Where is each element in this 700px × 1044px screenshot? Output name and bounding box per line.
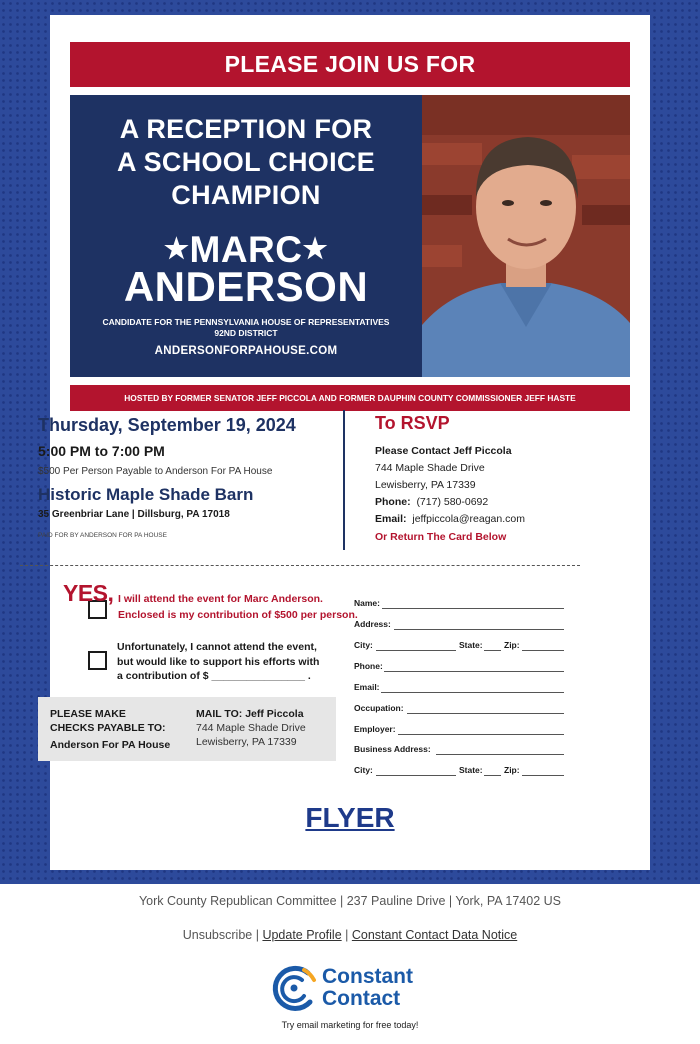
unsubscribe-link[interactable]: Unsubscribe (182, 928, 253, 942)
no-checkbox (88, 651, 107, 670)
event-venue: Historic Maple Shade Barn (38, 485, 254, 504)
rsvp-contact: Please Contact Jeff Piccola (375, 445, 512, 457)
vertical-divider (343, 410, 345, 550)
constant-contact-wordmark: Constant Contact (322, 965, 413, 1010)
event-price: $500 Per Person Payable to Anderson For PA House (38, 466, 273, 477)
event-address: 35 Greenbriar Lane | Dillsburg, PA 17018 (38, 509, 230, 520)
footer-address: York County Republican Committee | 237 Pauline Drive | York, PA 17402 US (138, 894, 561, 908)
star-icon: ★ (163, 233, 190, 264)
headline: A RECEPTION FOR A SCHOOL CHOICE CHAMPION (116, 114, 376, 210)
rsvp-info (375, 413, 575, 543)
footer-links: Unsubscribe | Update Profile | Constant Contact Data Notice (182, 928, 518, 942)
cut-line (20, 565, 580, 566)
update-profile-link[interactable]: Update Profile (262, 928, 342, 942)
form-business-address-row: Business Address: (354, 744, 564, 756)
form-city-row: City: State: Zip: (354, 640, 564, 652)
hosted-by-bar: HOSTED BY FORMER SENATOR JEFF PICCOLA AND FORMER DAUPHIN COUNTY COMMISSIONER JEFF HASTE (70, 385, 630, 411)
hero-text-panel (70, 95, 422, 377)
rsvp-phone: Phone: (717) 580-0692 (375, 496, 489, 508)
constant-contact-logo[interactable] (270, 964, 435, 1014)
constant-contact-logo-icon (270, 964, 318, 1012)
hero-section (70, 95, 630, 377)
yes-attend-text: I will attend the event for Marc Anderson. (118, 593, 323, 605)
form-address-row: Address: (354, 619, 564, 631)
join-us-banner: PLEASE JOIN US FOR (70, 42, 630, 87)
payee-name: Anderson For PA House (50, 739, 171, 751)
form-email-row: Email: (354, 682, 564, 694)
star-icon: ★ (302, 233, 329, 264)
cannot-attend-text: Unfortunately, I cannot attend the event, but would like to support his efforts with a contribution of $ ________________ . (117, 641, 320, 682)
yes-contribution-text: Enclosed is my contribution of $500 per person. (118, 609, 358, 621)
paid-for-disclaimer: PAID FOR BY ANDERSON FOR PA HOUSE (38, 532, 167, 539)
form-city2-row: City: State: Zip: (354, 765, 564, 777)
constant-contact-tagline[interactable]: Try email marketing for free today! (281, 1020, 419, 1030)
candidate-office: CANDIDATE FOR THE PENNSYLVANIA HOUSE OF REPRESENTATIVES 92ND DISTRICT (102, 317, 390, 338)
rsvp-email: Email: jeffpiccola@reagan.com (375, 513, 525, 525)
form-name-row: Name: (354, 598, 564, 610)
form-phone-row: Phone: (354, 661, 564, 673)
candidate-last-name: ANDERSON (123, 263, 369, 310)
event-time: 5:00 PM to 7:00 PM (38, 443, 165, 459)
campaign-website: ANDERSONFORPAHOUSE.COM (154, 345, 338, 357)
rsvp-city: Lewisberry, PA 17339 (375, 479, 476, 491)
event-details (38, 415, 338, 539)
data-notice-link[interactable]: Constant Contact Data Notice (351, 928, 518, 942)
flyer-link[interactable]: FLYER (305, 802, 395, 833)
rsvp-street: 744 Maple Shade Drive (375, 462, 485, 474)
mail-to-address: MAIL TO: Jeff Piccola 744 Maple Shade Drive Lewisberry, PA 17339 (196, 708, 306, 748)
candidate-photo (422, 95, 630, 377)
rsvp-return-card: Or Return The Card Below (375, 531, 507, 543)
rsvp-title: To RSVP (375, 413, 450, 433)
event-date: Thursday, September 19, 2024 (38, 415, 296, 435)
form-employer-row: Employer: (354, 724, 564, 736)
payment-instructions (38, 697, 336, 761)
form-occupation-row: Occupation: (354, 703, 564, 715)
yes-word: YES, (63, 580, 114, 606)
checks-payable-label: PLEASE MAKE CHECKS PAYABLE TO: (50, 708, 166, 734)
candidate-first-name: ★MARC★ (163, 229, 329, 270)
